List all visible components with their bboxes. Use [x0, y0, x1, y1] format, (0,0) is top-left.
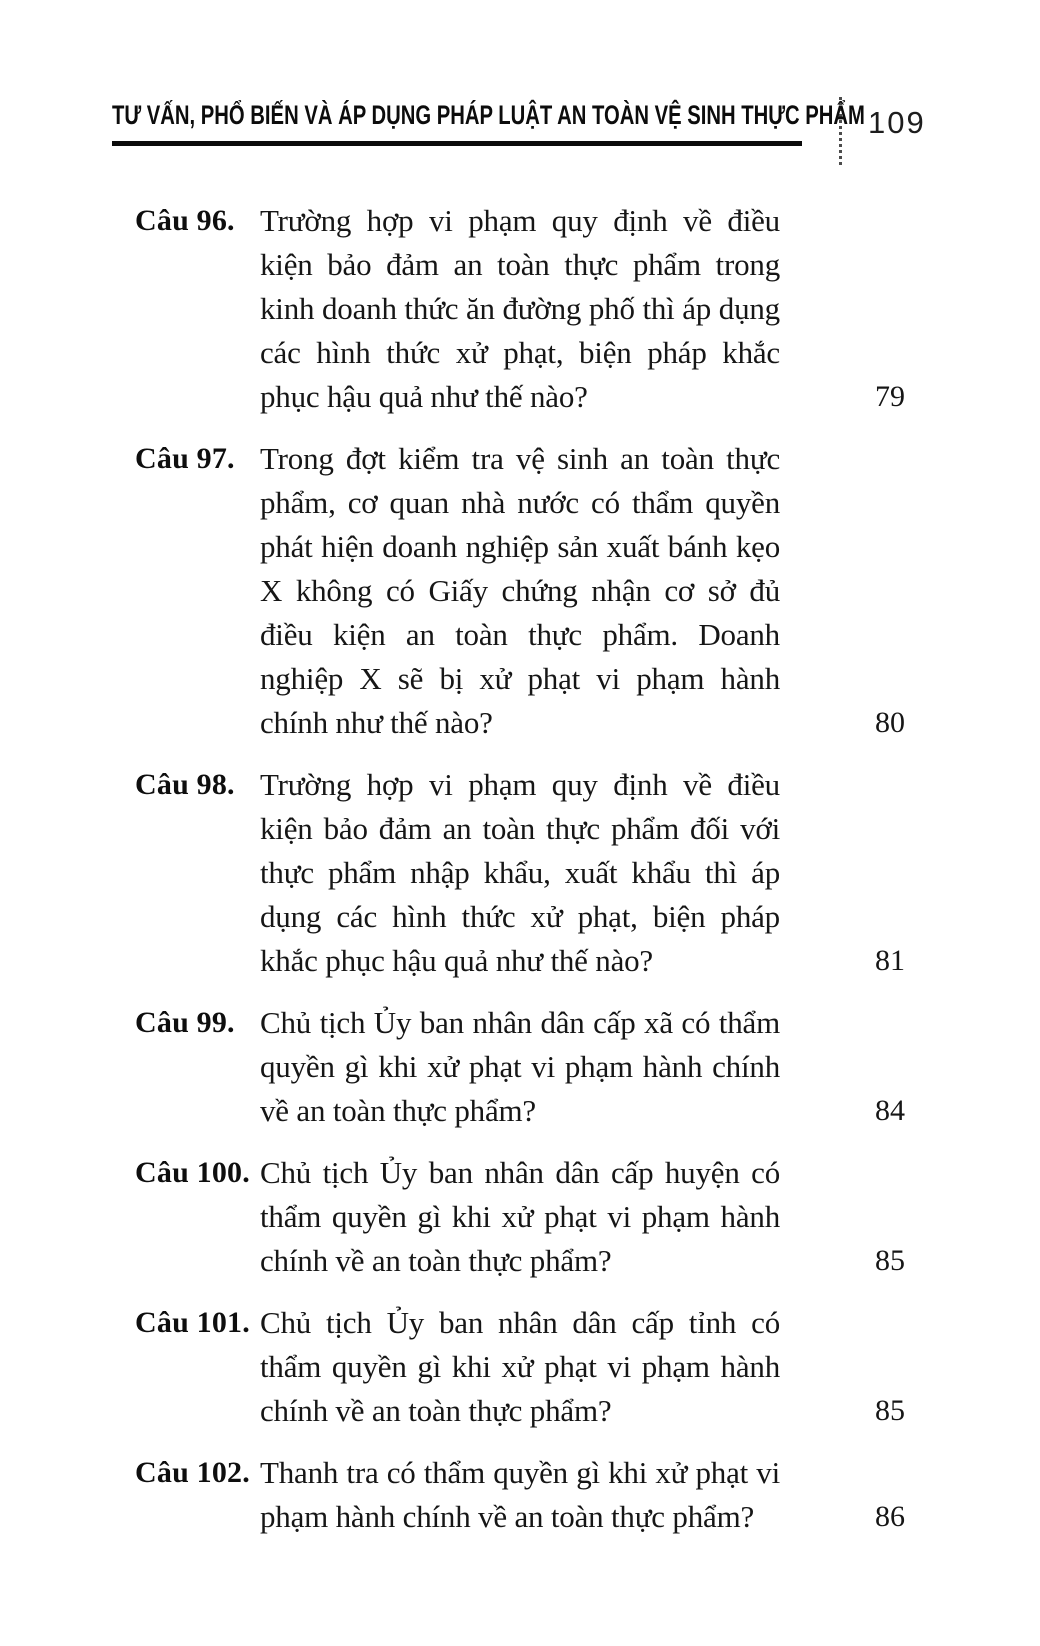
toc-entry-label: Câu 102.: [135, 1456, 250, 1489]
toc-entry-page: 79: [875, 380, 905, 413]
toc-entry-page: 84: [875, 1094, 905, 1127]
toc-entry-text: Trường hợp vi phạm quy định về điều kiện bảo đảm an toàn thực phẩm đối với thực phẩm nhập khẩu, xuất khẩu thì áp dụng các hình thức xử phạt, biện pháp khắc phục hậu quả như thế nào?: [260, 767, 780, 978]
toc-entry-page: 85: [875, 1394, 905, 1427]
page-header: [0, 0, 1040, 165]
toc-entry-page: 80: [875, 706, 905, 739]
toc-entry-label: Câu 99.: [135, 1006, 235, 1039]
page-number: 109: [868, 105, 926, 140]
toc-entry-text: Chủ tịch Ủy ban nhân dân cấp xã có thẩm quyền gì khi xử phạt vi phạm hành chính về an toàn thực phẩm?: [260, 1005, 780, 1128]
header-title: TƯ VẤN, PHỔ BIẾN VÀ ÁP DỤNG PHÁP LUẬT AN TOÀN VỆ SINH THỰC PHẨM: [112, 100, 865, 130]
toc-entry: [135, 199, 905, 419]
toc-entry-text: Trong đợt kiểm tra vệ sinh an toàn thực phẩm, cơ quan nhà nước có thẩm quyền phát hiện doanh nghiệp sản xuất bánh kẹo X không có Giấy chứng nhận cơ sở đủ điều kiện an toàn thực phẩm. Doanh nghiệp X sẽ bị xử phạt vi phạm hành chính như thế nào?: [260, 441, 780, 740]
toc-entry-text: Thanh tra có thẩm quyền gì khi xử phạt vi phạm hành chính về an toàn thực phẩm?: [260, 1455, 780, 1534]
toc-entry-page: 85: [875, 1244, 905, 1277]
toc-entry-label: Câu 100.: [135, 1156, 250, 1189]
toc-entry: [135, 763, 905, 983]
toc-entry-text: Chủ tịch Ủy ban nhân dân cấp huyện có thẩm quyền gì khi xử phạt vi phạm hành chính về an toàn thực phẩm?: [260, 1155, 780, 1278]
toc-entry-text: Trường hợp vi phạm quy định về điều kiện bảo đảm an toàn thực phẩm trong kinh doanh thức ăn đường phố thì áp dụng các hình thức xử phạt, biện pháp khắc phục hậu quả như thế nào?: [260, 203, 780, 414]
toc-entry: [135, 1151, 905, 1283]
toc-entry-label: Câu 98.: [135, 768, 235, 801]
toc-entry: [135, 1001, 905, 1133]
toc-entry-page: 86: [875, 1500, 905, 1533]
toc-entry-label: Câu 101.: [135, 1306, 250, 1339]
toc-entry: [135, 437, 905, 745]
toc-entry-text: Chủ tịch Ủy ban nhân dân cấp tỉnh có thẩm quyền gì khi xử phạt vi phạm hành chính về an toàn thực phẩm?: [260, 1305, 780, 1428]
table-of-contents: [0, 165, 1040, 1539]
toc-entry: [135, 1451, 905, 1539]
toc-entry-page: 81: [875, 944, 905, 977]
toc-entry-label: Câu 96.: [135, 204, 235, 237]
toc-entry-label: Câu 97.: [135, 442, 235, 475]
toc-entry: [135, 1301, 905, 1433]
header-title-block: [112, 100, 865, 146]
